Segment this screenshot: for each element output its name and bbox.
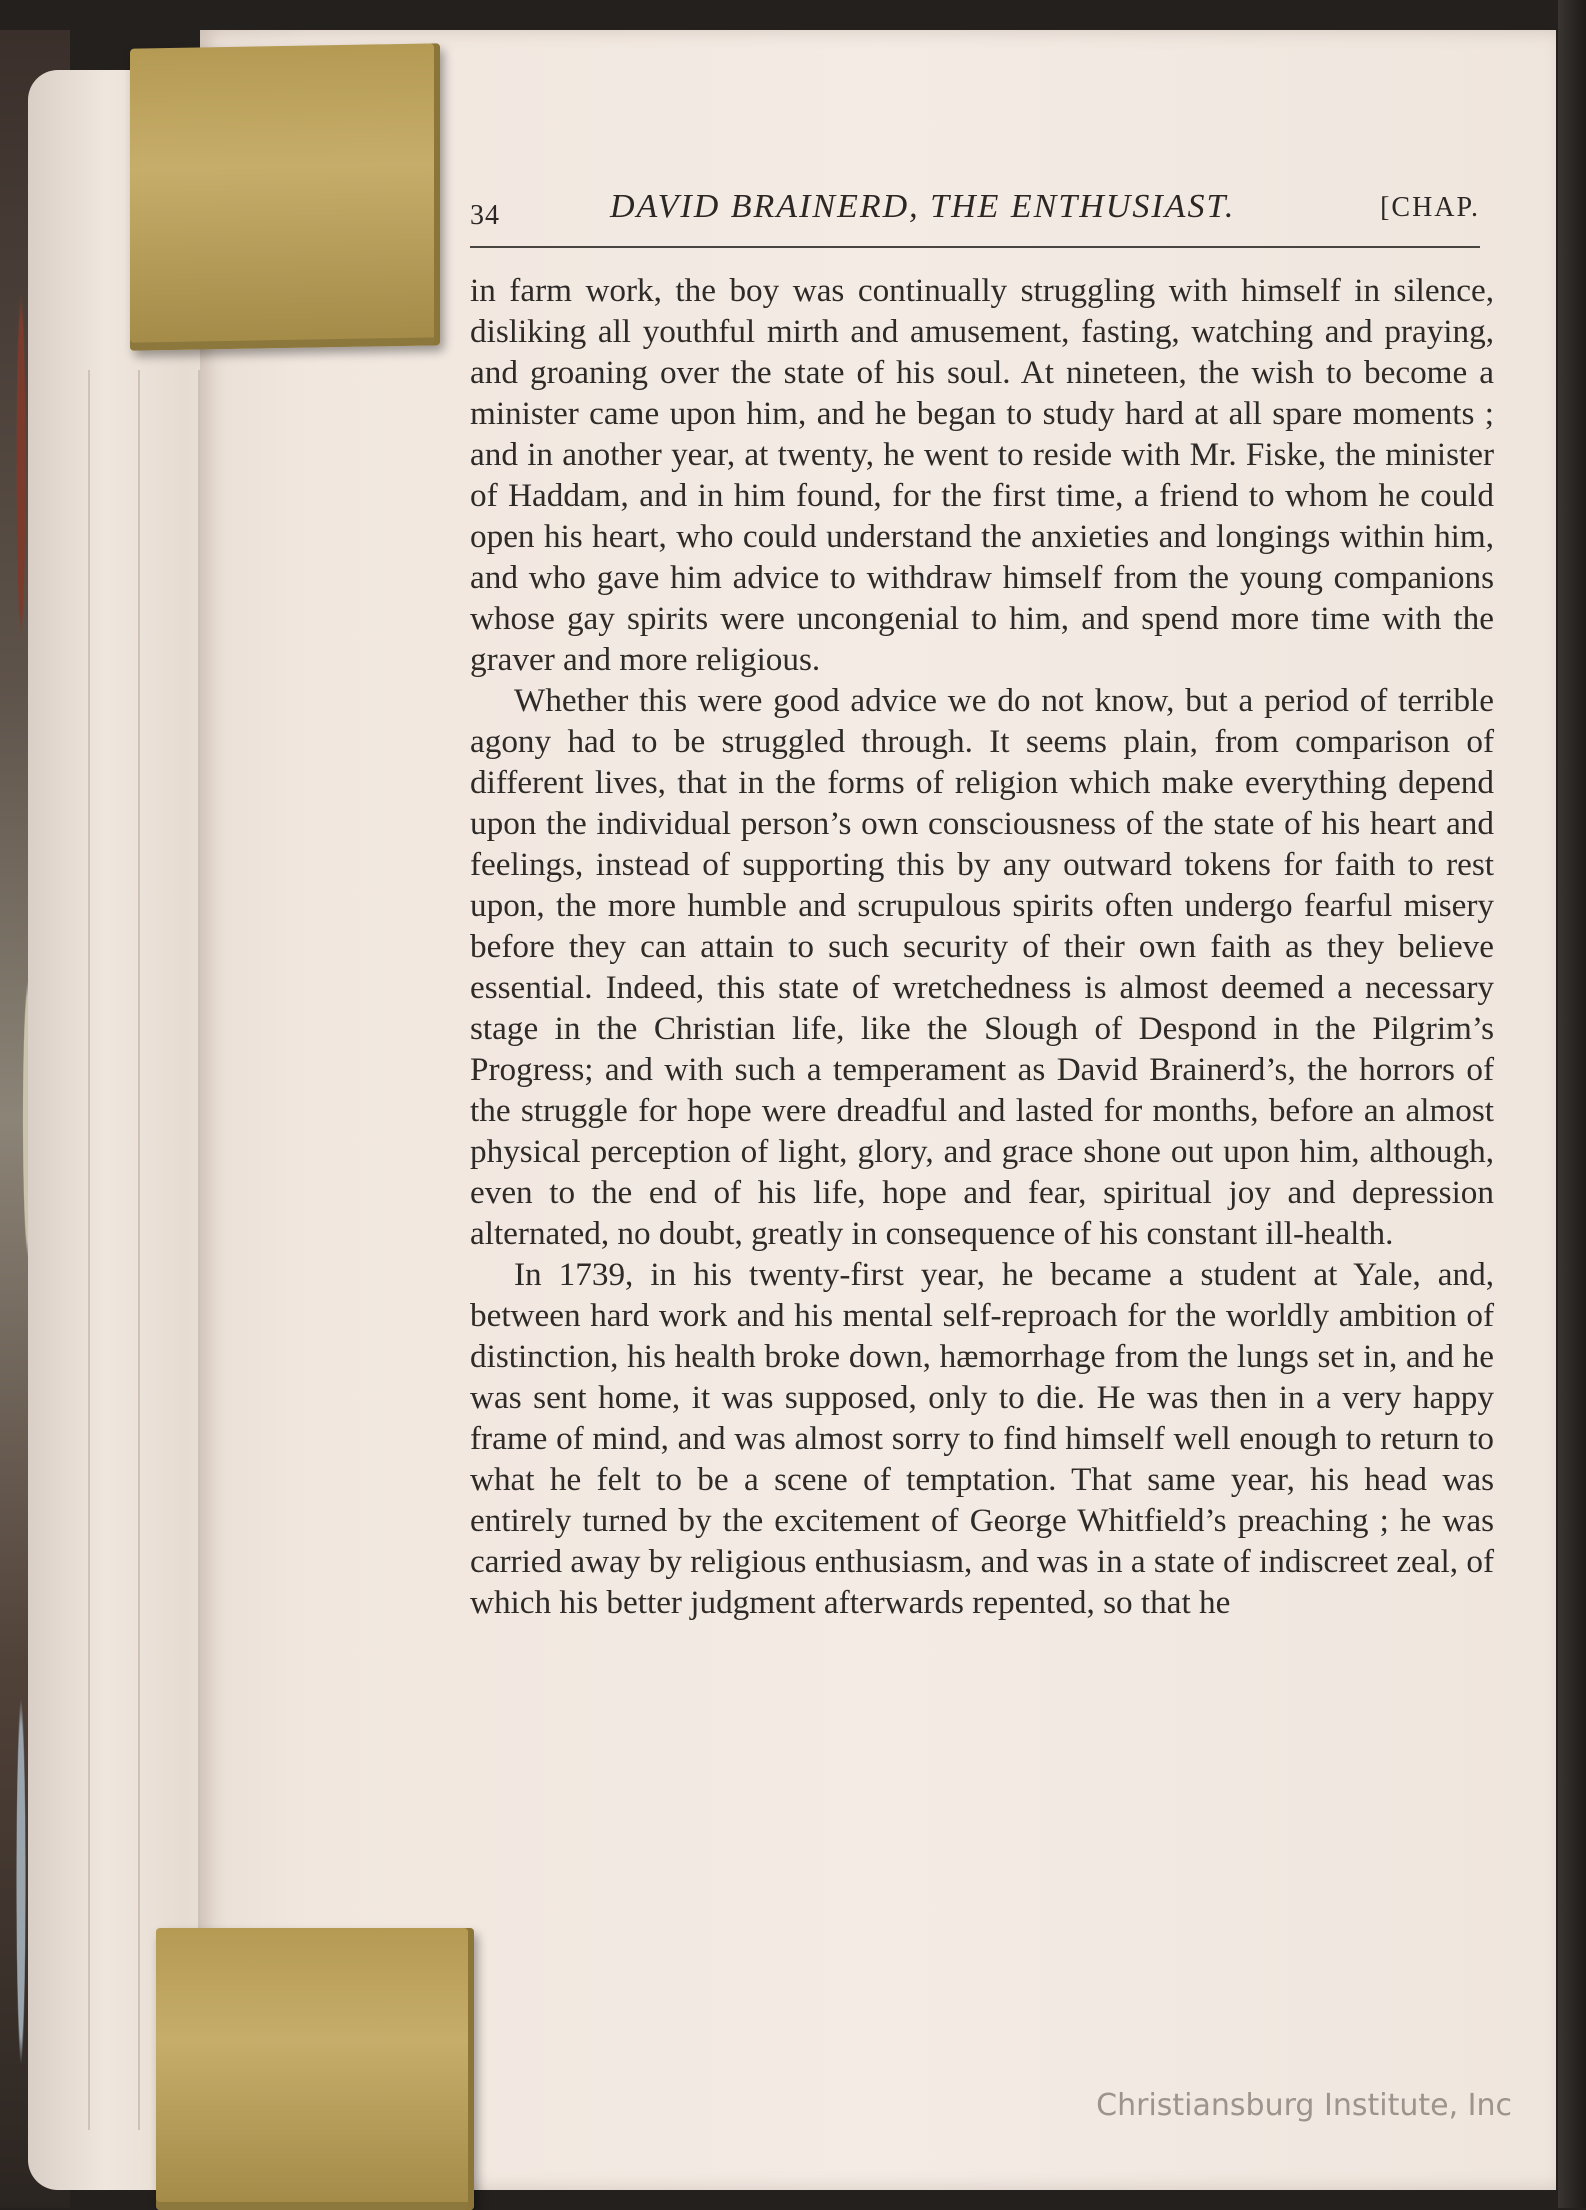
page-header bbox=[470, 186, 1480, 248]
page-edge-line bbox=[88, 370, 90, 2130]
paragraph: Whether this were good advice we do not know, but a period of terrible agony had to be struggled through. It seems plain, from comparison of different lives, that in the forms of religion which make everything depend upon the individual person’s own consciousness of the state of his heart and feelings, instead of supporting this by any outward tokens for faith to rest upon, the more humble and scrupulous spirits often undergo fearful misery before they can attain to such security of their own faith as they believe essential. Indeed, this state of wretchedness is almost deemed a necessary stage in the Christian life, like the Slough of Despond in the Pilgrim’s Progress; and with such a temperament as David Brainerd’s, the horrors of the struggle for hope were dreadful and lasted for months, before an almost physical perception of light, glory, and grace shone out upon him, although, even to the end of his life, hope and fear, spiritual joy and depression alternated, no doubt, greatly in consequence of his constant ill-health. bbox=[470, 682, 1494, 1252]
paragraph: In 1739, in his twenty-first year, he became a student at Yale, and, between hard work and his mental self-reproach for the worldly ambition of distinction, his health broke down, hæmorrhage from the lungs set in, and he was sent home, it was supposed, only to die. He was then in a very happy frame of mind, and was almost sorry to find himself well enough to return to what he felt to be a scene of temptation. That same year, his head was entirely turned by the excitement of George Whitfield’s preaching ; he was carried away by religious enthusiasm, and was in a state of indiscreet zeal, of which his better judgment afterwards repented, so that he bbox=[470, 1256, 1494, 1621]
gold-page-clip-top bbox=[130, 43, 440, 350]
book-right-edge bbox=[1558, 0, 1586, 2208]
watermark: Christiansburg Institute, Inc bbox=[1096, 2088, 1512, 2123]
chapter-label: [CHAP. bbox=[1380, 192, 1480, 223]
running-title: DAVID BRAINERD, THE ENTHUSIAST. bbox=[610, 188, 1236, 225]
paragraph: in farm work, the boy was continually struggling with himself in silence, disliking all youthful mirth and amusement, fasting, watching and praying, and groaning over the state of his soul. At nineteen, the wish to become a minister came upon him, and he began to study hard at all spare moments ; and in another year, at twenty, he went to reside with Mr. Fiske, the minister of Haddam, and in him found, for the first time, a friend to whom he could open his heart, who could understand the anxieties and longings within him, and who gave him advice to withdraw himself from the young companions whose gay spirits were uncongenial to him, and spend more time with the graver and more religious. bbox=[470, 272, 1494, 678]
gold-page-clip-bottom bbox=[156, 1928, 474, 2210]
page-edge-line bbox=[138, 370, 140, 2130]
page-number: 34 bbox=[470, 200, 500, 231]
body-text bbox=[470, 270, 1494, 1623]
